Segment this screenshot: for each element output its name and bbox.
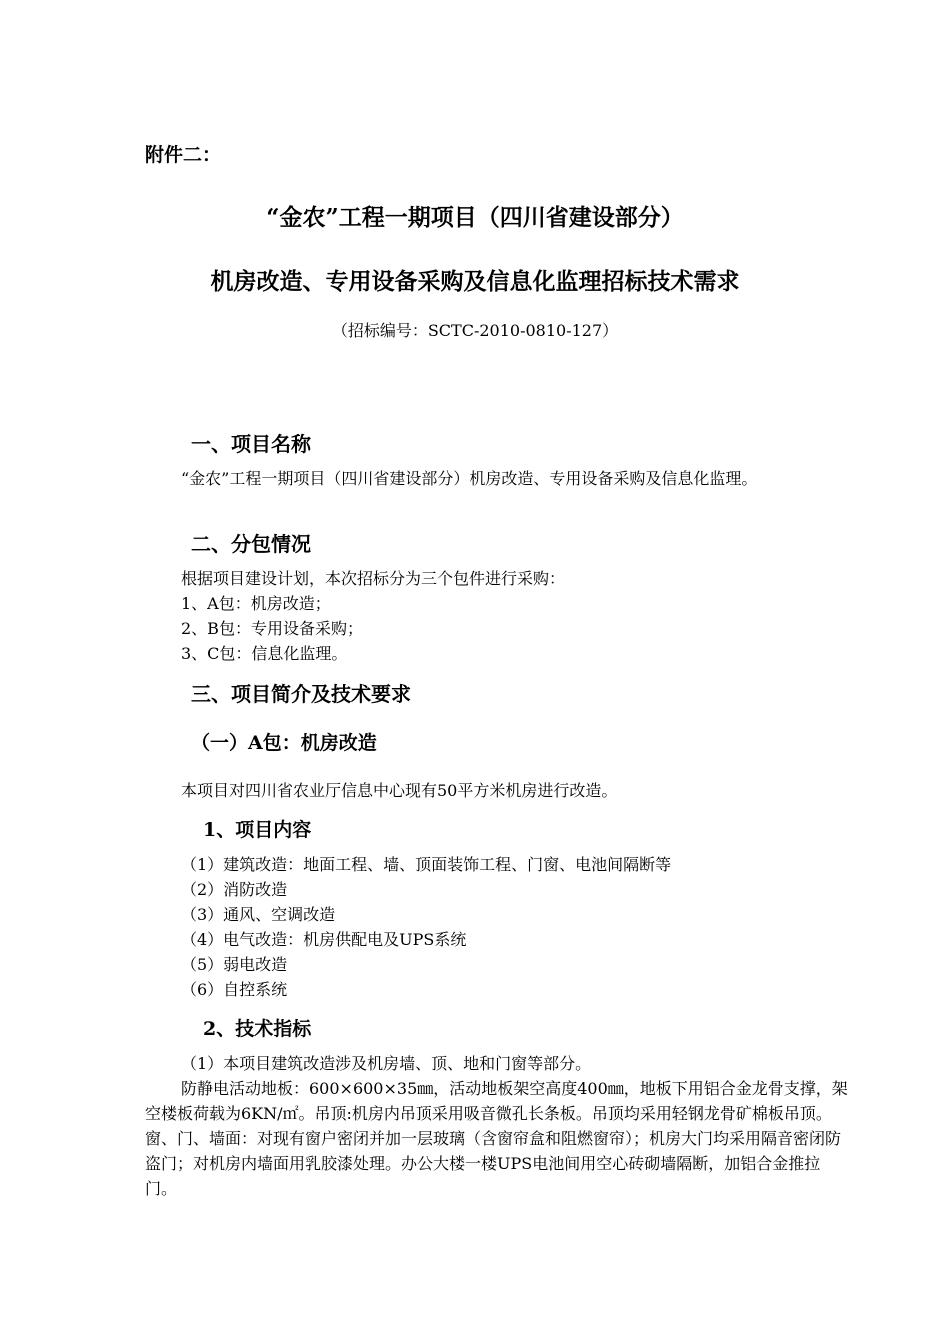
document-title-line1: “金农”工程一期项目（四川省建设部分） <box>266 204 684 231</box>
tech-spec-paragraph: 防静电活动地板：600×600×35㎜，活动地板架空高度400㎜，地板下用铝合金龙骨支撑，架空楼板荷载为6KN/㎡。吊顶:机房内吊顶采用吸音微孔长条板。吊顶均采用轻钢龙骨矿棉板吊顶。窗、门、墙面：对现有窗户密闭并加一层玻璃（含窗帘盒和阻燃窗帘）；机房大门均采用隔音密闭防盗门；对机房内墙面用乳胶漆处理。办公大楼一楼UPS电池间用空心砖砌墙隔断，加铝合金推拉门。 <box>145 1079 848 1198</box>
subsection-a-intro: 本项目对四川省农业厅信息中心现有50平方米机房进行改造。 <box>181 781 618 800</box>
attachment-label: 附件二： <box>145 144 222 166</box>
tech-spec-item-1: （1）本项目建筑改造涉及机房墙、顶、地和门窗等部分。 <box>181 1054 592 1073</box>
content-item-5: （5）弱电改造 <box>181 955 288 974</box>
content-item-2: （2）消防改造 <box>181 880 288 899</box>
content-item-6: （6）自控系统 <box>181 980 288 999</box>
package-item-a: 1、A包：机房改造； <box>181 594 331 613</box>
document-title-line2: 机房改造、专用设备采购及信息化监理招标技术需求 <box>210 268 740 295</box>
section3-heading: 三、项目简介及技术要求 <box>191 682 411 706</box>
project-content-heading: 1、项目内容 <box>203 819 312 841</box>
package-item-b: 2、B包：专用设备采购； <box>181 619 363 638</box>
section1-text: “金农”工程一期项目（四川省建设部分）机房改造、专用设备采购及信息化监理。 <box>181 469 758 488</box>
content-item-4: （4）电气改造：机房供配电及UPS系统 <box>181 930 467 949</box>
tech-spec-heading: 2、技术指标 <box>203 1018 312 1040</box>
content-item-3: （3）通风、空调改造 <box>181 905 336 924</box>
bid-number: （招标编号：SCTC-2010-0810-127） <box>331 321 619 340</box>
content-item-1: （1）建筑改造：地面工程、墙、顶面装饰工程、门窗、电池间隔断等 <box>181 855 672 874</box>
subsection-a-heading: （一）A包：机房改造 <box>191 732 377 754</box>
section1-heading: 一、项目名称 <box>191 432 311 456</box>
package-item-c: 3、C包：信息化监理。 <box>181 644 348 663</box>
section2-intro: 根据项目建设计划，本次招标分为三个包件进行采购： <box>181 569 566 588</box>
section2-heading: 二、分包情况 <box>191 532 311 556</box>
